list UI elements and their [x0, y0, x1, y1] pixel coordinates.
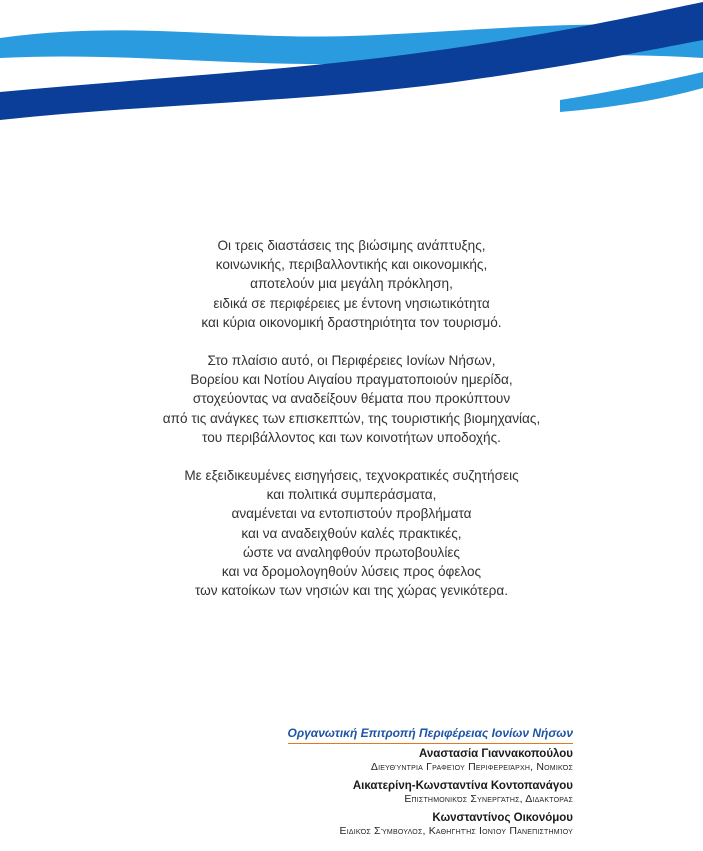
intro-text	[0, 236, 703, 619]
text-line: του περιβάλλοντος και των κοινοτήτων υποδοχής.	[202, 429, 501, 445]
committee-member	[288, 780, 573, 806]
committee-member	[288, 812, 573, 838]
header-waves-decoration	[0, 0, 703, 140]
text-line: κοινωνικής, περιβαλλοντικής και οικονομικής,	[215, 257, 488, 273]
text-line: και να δρομολογηθούν λύσεις προς όφελος	[221, 564, 482, 580]
paragraph-2	[0, 351, 703, 447]
text-line: Στο πλαίσιο αυτό, οι Περιφέρειες Ιονίων Νήσων,	[207, 353, 496, 369]
committee-member	[288, 748, 573, 774]
member-role: Ειδικός Σύμβουλος, Καθηγητής Ιονίου Πανεπιστημίου	[339, 825, 573, 837]
member-name: Κωνσταντίνος Οικονόμου	[432, 812, 573, 824]
text-line: των κατοίκων των νησιών και της χώρας γενικότερα.	[194, 583, 509, 599]
text-line: ώστε να αναληφθούν πρωτοβουλίες	[243, 544, 460, 560]
organizing-committee	[288, 727, 573, 844]
text-line: αναμένεται να εντοπιστούν προβλήματα	[231, 506, 472, 522]
text-line: και κύρια οικονομική δραστηριότητα τον τουρισμό.	[201, 314, 502, 330]
text-line: αποτελούν μια μεγάλη πρόκληση,	[250, 276, 453, 292]
member-name: Αναστασία Γιαννακοπούλου	[419, 748, 573, 760]
text-line: Με εξειδικευμένες εισηγήσεις, τεχνοκρατικές συζητήσεις	[184, 468, 519, 484]
text-line: ειδικά σε περιφέρειες με έντονη νησιωτικότητα	[213, 295, 490, 311]
text-line: και πολιτικά συμπεράσματα,	[266, 487, 437, 503]
text-line: Βορείου και Νοτίου Αιγαίου πραγματοποιούν ημερίδα,	[190, 372, 513, 388]
committee-title: Οργανωτική Επιτροπή Περιφέρειας Ιονίων Νήσων	[288, 727, 573, 744]
wave-light-bottom	[560, 72, 703, 112]
paragraph-3	[0, 466, 703, 600]
member-name: Αικατερίνη-Κωνσταντίνα Κοντοπανάγου	[352, 780, 573, 792]
text-line: από τις ανάγκες των επισκεπτών, της τουριστικής βιομηχανίας,	[162, 410, 541, 426]
paragraph-1	[0, 236, 703, 332]
text-line: Οι τρεις διαστάσεις της βιώσιμης ανάπτυξης,	[217, 238, 486, 253]
member-role: Διευθύντρια Γραφείου Περιφερειάρχη, Νομικός	[370, 761, 573, 773]
text-line: στοχεύοντας να αναδείξουν θέματα που προκύπτουν	[192, 391, 511, 407]
member-role: Επιστημονικός Συνεργάτης, Διδάκτορας	[404, 793, 573, 805]
text-line: και να αναδειχθούν καλές πρακτικές,	[241, 525, 462, 541]
